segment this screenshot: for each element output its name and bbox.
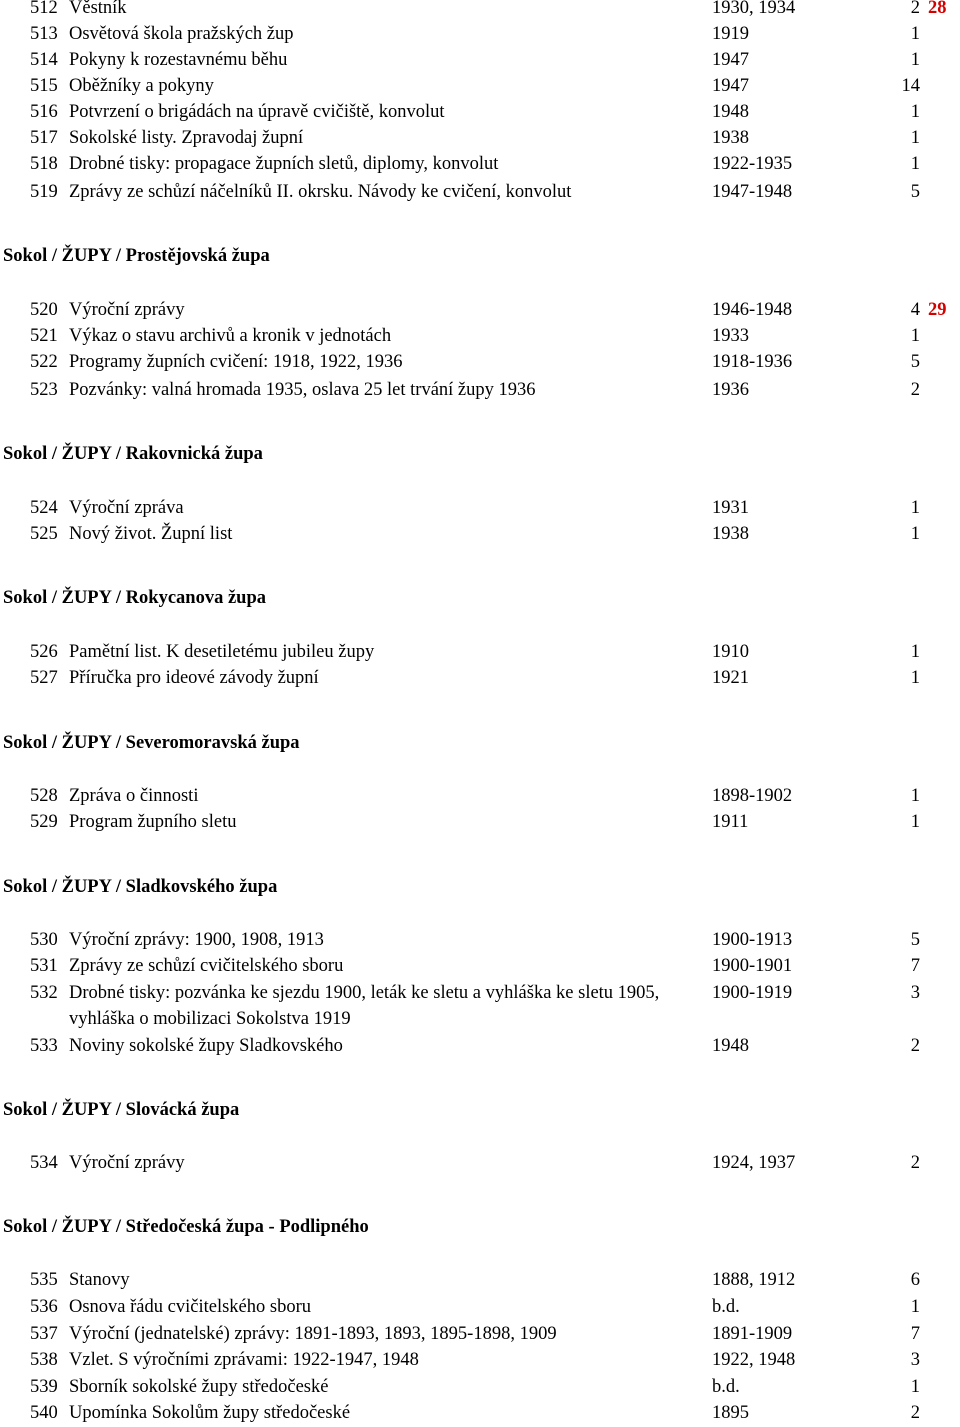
item-title: Výroční zpráva: [69, 498, 184, 518]
item-title: Pokyny k rozestavnému běhu: [69, 50, 288, 70]
item-count: 1: [910, 498, 920, 518]
item-number: 516: [30, 102, 58, 122]
list-item: [0, 99, 960, 125]
item-title: Noviny sokolské župy Sladkovského: [69, 1036, 343, 1056]
box-number: 29: [928, 300, 947, 320]
item-number: 527: [30, 668, 58, 688]
list-item: [0, 1150, 960, 1176]
item-number: 526: [30, 642, 58, 662]
item-title: Pozvánky: valná hromada 1935, oslava 25 let trvání župy 1936: [69, 380, 536, 400]
item-years: 1947-1948: [712, 182, 793, 202]
section-heading: Sokol / ŽUPY / Rakovnická župa: [3, 444, 263, 464]
item-number: 519: [30, 182, 58, 202]
item-title: Zprávy ze schůzí náčelníků II. okrsku. Návody ke cvičení, konvolut: [69, 182, 572, 202]
item-count: 1: [910, 24, 920, 44]
item-years: 1888, 1912: [712, 1270, 796, 1290]
list-item: [0, 521, 960, 547]
list-item: [0, 1267, 960, 1293]
item-count: 1: [910, 154, 920, 174]
section-heading: Sokol / ŽUPY / Slovácká župa: [3, 1100, 240, 1120]
item-number: 537: [30, 1324, 58, 1344]
list-item: [0, 495, 960, 521]
item-count: 6: [910, 1270, 920, 1290]
item-number: 513: [30, 24, 58, 44]
list-item: [0, 665, 960, 691]
item-years: 1946-1948: [712, 300, 793, 320]
item-count: 14: [901, 76, 920, 96]
item-title: Drobné tisky: propagace župních sletů, diplomy, konvolut: [69, 154, 499, 174]
list-item: [0, 73, 960, 99]
item-number: 517: [30, 128, 58, 148]
list-item: [0, 179, 960, 205]
section-heading: Sokol / ŽUPY / Rokycanova župa: [3, 588, 266, 608]
item-count: 5: [910, 182, 920, 202]
item-count: 7: [910, 1324, 920, 1344]
list-item: [0, 1294, 960, 1320]
item-count: 1: [910, 128, 920, 148]
box-number: 28: [928, 0, 947, 18]
list-item: [0, 377, 960, 403]
list-item: [0, 927, 960, 953]
item-years: 1910: [712, 642, 749, 662]
item-title: Nový život. Župní list: [69, 524, 233, 544]
item-number: 528: [30, 786, 58, 806]
item-title: Pamětní list. K desetiletému jubileu župy: [69, 642, 375, 662]
item-years: 1921: [712, 668, 749, 688]
item-years: 1936: [712, 380, 749, 400]
item-number: 531: [30, 956, 58, 976]
section-heading: Sokol / ŽUPY / Středočeská župa - Podlipného: [3, 1217, 369, 1237]
item-count: 7: [910, 956, 920, 976]
item-years: 1922-1935: [712, 154, 793, 174]
item-count: 1: [910, 1377, 920, 1397]
item-title: Výkaz o stavu archivů a kronik v jednotách: [69, 326, 392, 346]
item-count: 1: [910, 642, 920, 662]
list-item: [0, 1033, 960, 1059]
list-item: [0, 1400, 960, 1426]
item-title: Příručka pro ideové závody župní: [69, 668, 319, 688]
item-years: 1900-1913: [712, 930, 793, 950]
item-number: 540: [30, 1403, 58, 1423]
item-count: 2: [910, 380, 920, 400]
item-number: 522: [30, 352, 58, 372]
item-years: 1931: [712, 498, 749, 518]
item-number: 518: [30, 154, 58, 174]
list-item: [0, 151, 960, 177]
item-title: Osnova řádu cvičitelského sboru: [69, 1297, 311, 1317]
item-count: 1: [910, 812, 920, 832]
item-years: 1948: [712, 1036, 749, 1056]
item-number: 535: [30, 1270, 58, 1290]
item-number: 514: [30, 50, 58, 70]
item-count: 3: [910, 1350, 920, 1370]
list-item: [0, 809, 960, 835]
item-years: 1930, 1934: [712, 0, 796, 18]
item-number: 524: [30, 498, 58, 518]
item-count: 1: [910, 524, 920, 544]
item-count: 4: [910, 300, 920, 320]
item-count: 1: [910, 50, 920, 70]
list-item: [0, 21, 960, 47]
section-heading: Sokol / ŽUPY / Severomoravská župa: [3, 733, 300, 753]
item-title: Upomínka Sokolům župy středočeské: [69, 1403, 351, 1423]
item-number: 512: [30, 0, 58, 18]
item-count: 1: [910, 326, 920, 346]
item-years: 1918-1936: [712, 352, 793, 372]
item-title: Programy župních cvičení: 1918, 1922, 1936: [69, 352, 403, 372]
item-years: 1898-1902: [712, 786, 793, 806]
item-title: Osvětová škola pražských žup: [69, 24, 294, 44]
list-item: [0, 1347, 960, 1373]
item-title: Sborník sokolské župy středočeské: [69, 1377, 329, 1397]
item-number: 515: [30, 76, 58, 96]
item-years: 1891-1909: [712, 1324, 793, 1344]
item-years: 1938: [712, 524, 749, 544]
item-number: 536: [30, 1297, 58, 1317]
item-years: 1924, 1937: [712, 1153, 796, 1173]
item-title: Zpráva o činnosti: [69, 786, 199, 806]
item-title: Vzlet. S výročními zprávami: 1922-1947, 1948: [69, 1350, 419, 1370]
item-count: 2: [910, 0, 920, 18]
item-years: 1947: [712, 50, 749, 70]
list-item: [0, 980, 960, 1032]
item-title: Program župního sletu: [69, 812, 237, 832]
item-count: 5: [910, 930, 920, 950]
item-number: 529: [30, 812, 58, 832]
item-count: 1: [910, 786, 920, 806]
item-years: 1900-1901: [712, 956, 793, 976]
list-item: [0, 297, 960, 323]
item-number: 521: [30, 326, 58, 346]
item-count: 1: [910, 1297, 920, 1317]
item-title: Výroční zprávy: [69, 300, 185, 320]
item-count: 1: [910, 102, 920, 122]
item-count: 5: [910, 352, 920, 372]
item-number: 539: [30, 1377, 58, 1397]
item-number: 538: [30, 1350, 58, 1370]
item-title: Sokolské listy. Zpravodaj župní: [69, 128, 304, 148]
section-heading: Sokol / ŽUPY / Sladkovského župa: [3, 877, 278, 897]
item-number: 534: [30, 1153, 58, 1173]
item-years: b.d.: [712, 1377, 740, 1397]
item-title: Drobné tisky: pozvánka ke sjezdu 1900, leták ke sletu a vyhláška ke sletu 1905, vyhláška o mobilizaci Sokolstva 1919: [69, 983, 660, 1029]
item-years: 1900-1919: [712, 983, 793, 1003]
list-item: [0, 639, 960, 665]
item-title: Stanovy: [69, 1270, 130, 1290]
list-item: [0, 1374, 960, 1400]
item-count: 1: [910, 668, 920, 688]
list-item: [0, 1321, 960, 1347]
item-years: 1933: [712, 326, 749, 346]
item-title: Zprávy ze schůzí cvičitelského sboru: [69, 956, 344, 976]
item-years: 1895: [712, 1403, 749, 1423]
item-number: 532: [30, 983, 58, 1003]
item-title: Výroční zprávy: 1900, 1908, 1913: [69, 930, 324, 950]
item-title: Věstník: [69, 0, 127, 18]
list-item: [0, 783, 960, 809]
item-years: 1938: [712, 128, 749, 148]
item-years: 1947: [712, 76, 749, 96]
item-count: 2: [910, 1036, 920, 1056]
item-title: Potvrzení o brigádách na úpravě cvičiště, konvolut: [69, 102, 445, 122]
item-count: 2: [910, 1403, 920, 1423]
item-years: 1919: [712, 24, 749, 44]
list-item: [0, 0, 960, 21]
item-count: 3: [910, 983, 920, 1003]
item-title: Výroční zprávy: [69, 1153, 185, 1173]
item-title: Oběžníky a pokyny: [69, 76, 214, 96]
item-number: 525: [30, 524, 58, 544]
list-item: [0, 323, 960, 349]
item-number: 523: [30, 380, 58, 400]
item-years: b.d.: [712, 1297, 740, 1317]
list-item: [0, 953, 960, 979]
list-item: [0, 349, 960, 375]
item-years: 1948: [712, 102, 749, 122]
item-years: 1911: [712, 812, 749, 832]
section-heading: Sokol / ŽUPY / Prostějovská župa: [3, 246, 270, 266]
item-number: 533: [30, 1036, 58, 1056]
item-count: 2: [910, 1153, 920, 1173]
list-item: [0, 47, 960, 73]
item-title: Výroční (jednatelské) zprávy: 1891-1893, 1893, 1895-1898, 1909: [69, 1324, 557, 1344]
item-years: 1922, 1948: [712, 1350, 796, 1370]
item-number: 530: [30, 930, 58, 950]
item-number: 520: [30, 300, 58, 320]
list-item: [0, 125, 960, 151]
